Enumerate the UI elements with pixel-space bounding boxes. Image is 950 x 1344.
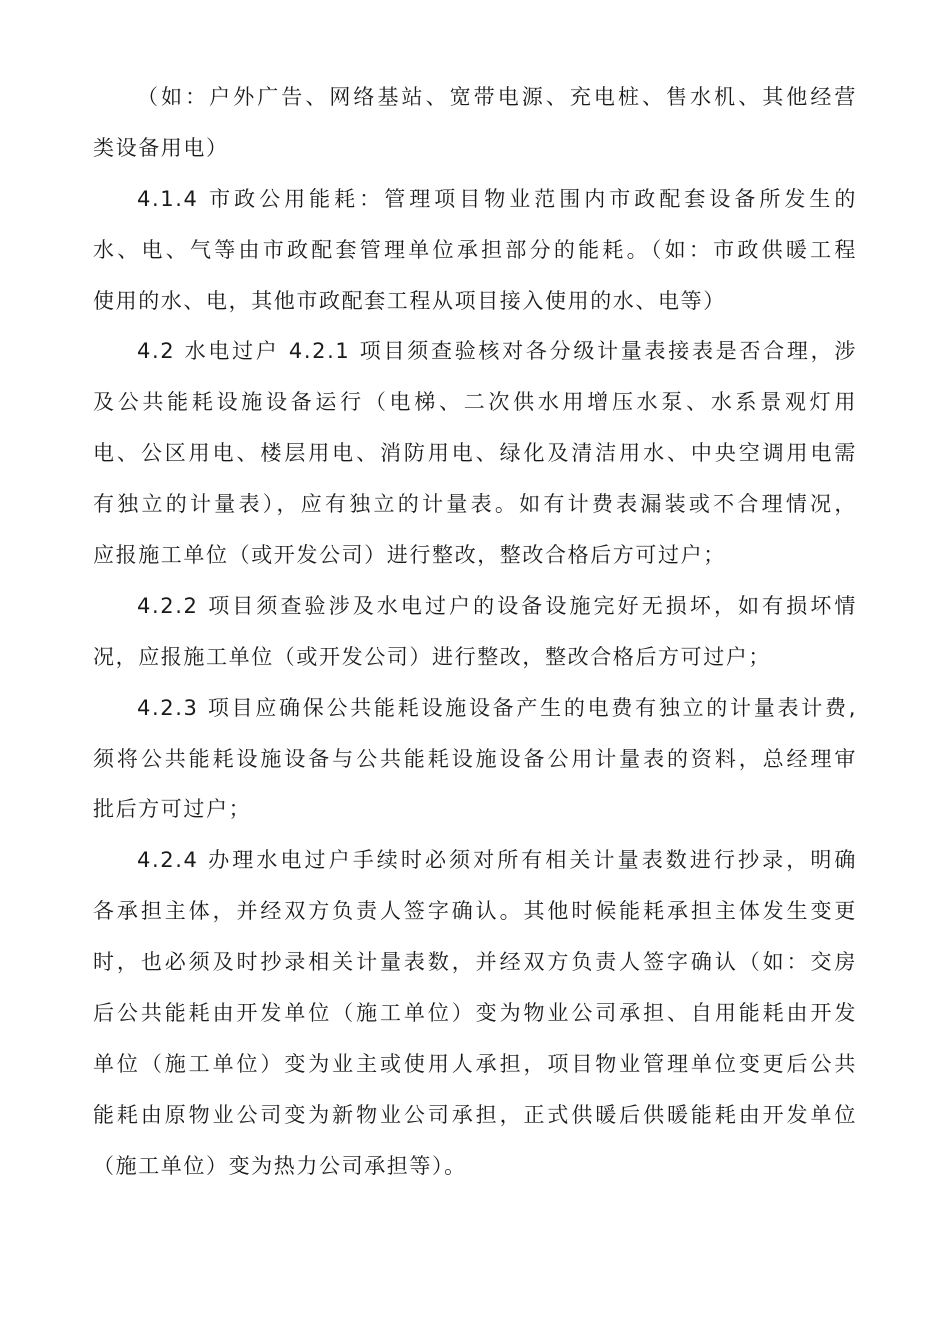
text-line: （如：户外广告、网络基站、宽带电源、充电桩、售水机、其他经营 [137, 85, 857, 109]
text-line: 有独立的计量表），应有独立的计量表。如有计费表漏装或不合理情况， [93, 492, 857, 517]
text-line: 4.1.4 市政公用能耗：管理项目物业范围内市政配套设备所发生的 [137, 186, 857, 211]
text-line: 电、公区用电、楼层用电、消防用电、绿化及清洁用水、中央空调用电需 [93, 441, 857, 466]
text-line: 类设备用电） [93, 135, 229, 160]
text-line: 批后方可过户； [93, 797, 252, 822]
text-line: 水、电、气等由市政配套管理单位承担部分的能耗。（如：市政供暖工程 [93, 237, 857, 262]
text-line: （施工单位）变为热力公司承担等）。 [93, 1153, 467, 1178]
text-line: 及公共能耗设施设备运行（电梯、二次供水用增压水泵、水系景观灯用 [93, 390, 857, 415]
text-line: 4.2.3 项目应确保公共能耗设施设备产生的电费有独立的计量表计费, [137, 695, 857, 720]
text-line: 后公共能耗由开发单位（施工单位）变为物业公司承担、自用能耗由开发 [93, 1001, 857, 1026]
text-line: 各承担主体，并经双方负责人签字确认。其他时候能耗承担主体发生变更 [93, 899, 857, 924]
text-line: 4.2.2 项目须查验涉及水电过户的设备设施完好无损坏，如有损坏情 [137, 593, 857, 618]
text-line: 单位（施工单位）变为业主或使用人承担，项目物业管理单位变更后公共 [93, 1051, 857, 1076]
text-line: 使用的水、电，其他市政配套工程从项目接入使用的水、电等） [93, 288, 726, 313]
text-line: 能耗由原物业公司变为新物业公司承担，正式供暖后供暖能耗由开发单位 [93, 1102, 857, 1127]
text-line: 4.2 水电过户 4.2.1 项目须查验核对各分级计量表接表是否合理，涉 [137, 339, 857, 364]
text-line: 况，应报施工单位（或开发公司）进行整改，整改合格后方可过户； [93, 644, 771, 669]
document-body [93, 72, 857, 1192]
text-line: 须将公共能耗设施设备与公共能耗设施设备公用计量表的资料，总经理审 [93, 746, 857, 771]
text-line: 应报施工单位（或开发公司）进行整改，整改合格后方可过户； [93, 543, 726, 568]
text-line: 4.2.4 办理水电过户手续时必须对所有相关计量表数进行抄录，明确 [137, 848, 857, 873]
text-line: 时，也必须及时抄录相关计量表数，并经双方负责人签字确认（如：交房 [93, 950, 857, 975]
